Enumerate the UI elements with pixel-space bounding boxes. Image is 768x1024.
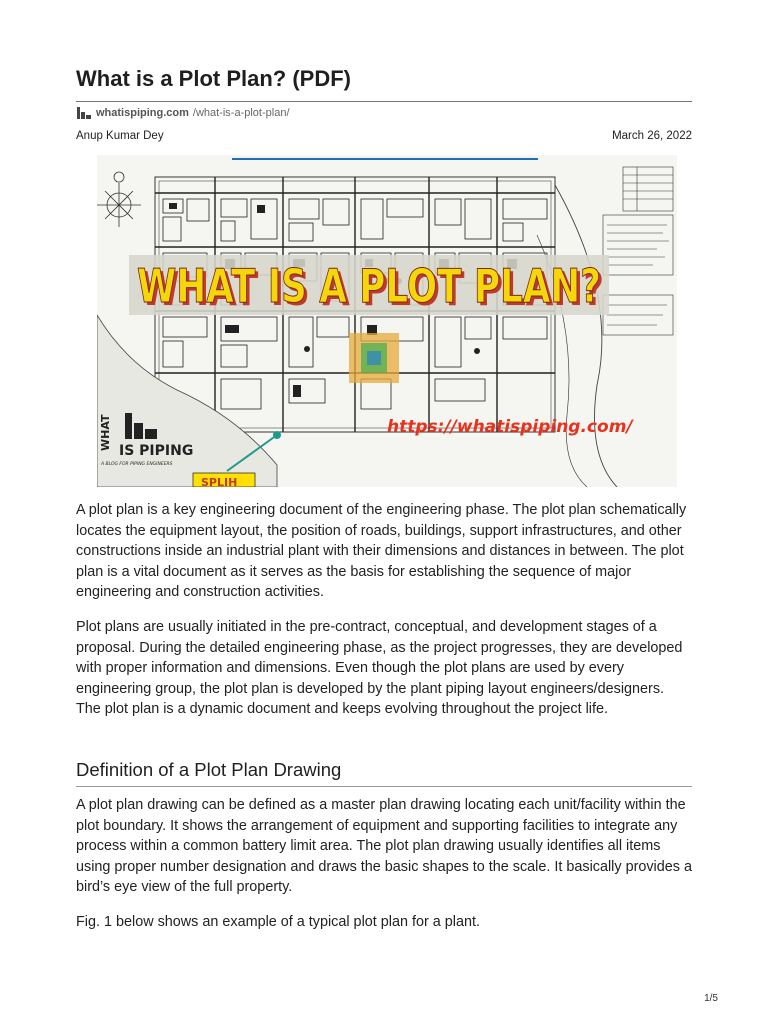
center-emblem [349,333,399,383]
paragraph-1: A plot plan is a key engineering document of the engineering phase. The plot plan schematically locates the equipment layout, the position of roads, buildings, support infrastructures, and other constructions inside an industrial plant with their dimensions and distances in between. The plot plan is a vital document as it serves as the basis for establishing the sequence of major engineering and construction activities. [76,502,687,601]
hero-url: https://whatispiping.com/ [387,417,633,437]
site-logo-icon [76,106,92,120]
paragraph-2: Plot plans are usually initiated in the pre-contract, conceptual, and development stages of a proposal. During the detailed engineering phase, as the project progresses, they are developed with proper information and dimensions. Even though the plot plans are used by every engineering group, the plot plan is developed by the plant piping layout engineers/designers. The plot plan is a dynamic document and keeps evolving throughout the project life. [76,619,683,718]
author-name: Anup Kumar Dey [76,130,164,142]
logo-tagline: A BLOG FOR PIPING ENGINEERS [101,462,173,467]
page-title: What is a Plot Plan? (PDF) [76,66,352,91]
title-divider [76,101,692,102]
hero-top-band [232,158,538,160]
hero-headline: WHAT IS A PLOT PLAN? [137,259,601,313]
page-number: 1/5 [704,993,718,1004]
logo-main: IS PIPING [119,443,194,459]
source-domain[interactable]: whatispiping.com [96,107,189,119]
callout-label: SPLIH [201,476,238,487]
section-heading: Definition of a Plot Plan Drawing [76,759,342,780]
source-link[interactable] [76,106,290,120]
hero-headline-shadow: WHAT IS A PLOT PLAN? [140,262,604,316]
paragraph-4: Fig. 1 below shows an example of a typical plot plan for a plant. [76,914,480,930]
section-divider [76,786,692,787]
source-path[interactable]: /what-is-a-plot-plan/ [192,107,290,119]
publish-date: March 26, 2022 [612,130,692,142]
paragraph-3: A plot plan drawing can be defined as a master plan drawing locating each unit/facility within the plot boundary. It shows the arrangement of equipment and supporting facilities to integrate any process within a common battery limit area. The plot plan drawing usually identifies all items using proper number designation and draws the basic shapes to the scale. It basically provides a bird’s eye view of the full property. [76,797,692,896]
hero-image [97,155,677,487]
logo-word-vertical: WHAT [99,414,112,451]
callout-arrow-icon [273,431,281,439]
